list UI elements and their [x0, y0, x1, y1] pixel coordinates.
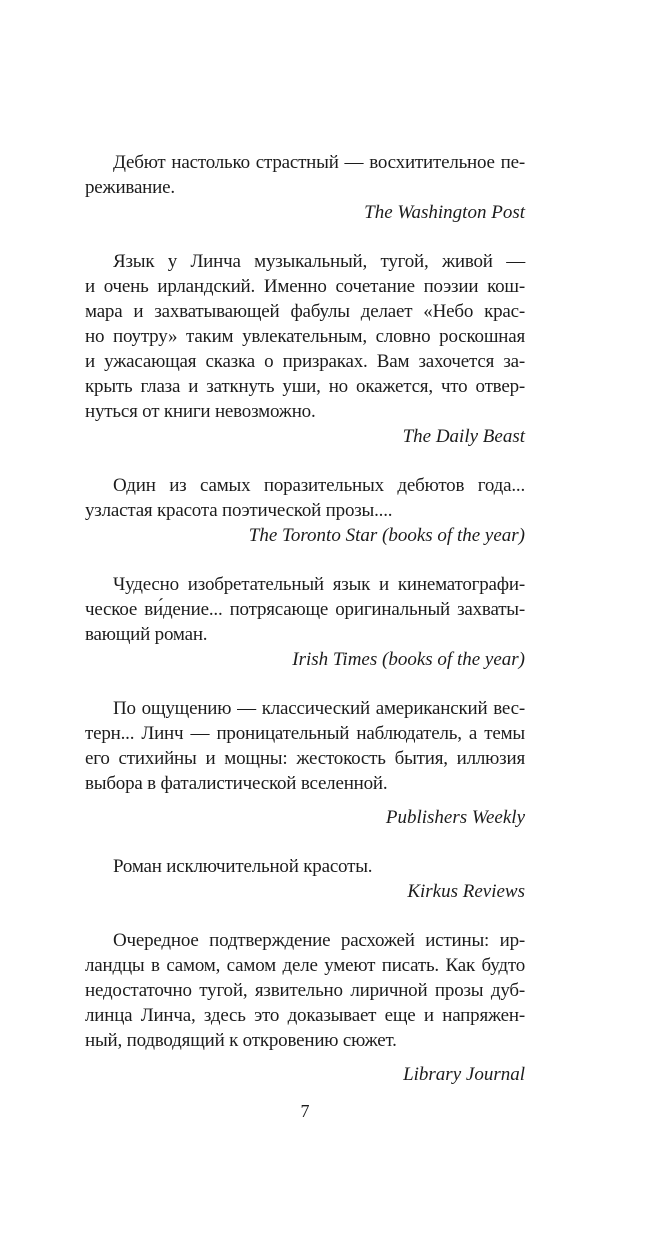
quote-line: терн... Линч — проницательный наблюдатель, а темы: [85, 723, 525, 744]
quote-line: Язык у Линча музыкальный, тугой, живой —: [113, 251, 525, 272]
quote-line: Роман исключительной красоты.: [113, 856, 373, 877]
quote-line: крыть глаза и заткнуть уши, но окажется, что отвер-: [85, 376, 525, 397]
quote-line: Чудесно изобретательный язык и кинематографи-: [113, 574, 525, 595]
quote-line: ный, подводящий к откровению сюжет.: [85, 1030, 397, 1051]
quote-line: недостаточно тугой, язвительно лиричной прозы дуб-: [85, 980, 525, 1001]
quote-line: и очень ирландский. Именно сочетание поэзии кош-: [85, 276, 525, 297]
quote-line: Дебют настолько страстный — восхитительное пе-: [113, 152, 525, 173]
quote-line: узластая красота поэтической прозы....: [85, 500, 393, 521]
quote-line: выбора в фаталистической вселенной.: [85, 773, 388, 794]
review-quote: [85, 249, 525, 449]
review-source: Library Journal: [403, 1064, 525, 1085]
quote-line: нуться от книги невозможно.: [85, 401, 316, 422]
quote-line: ческое ви́дение... потрясающе оригинальный захваты-: [85, 599, 525, 620]
quotes: [85, 150, 525, 1087]
review-quote: [85, 150, 525, 225]
review-source: The Toronto Star (books of the year): [248, 525, 525, 546]
review-source: The Daily Beast: [402, 426, 525, 447]
review-source: Irish Times (books of the year): [292, 649, 525, 670]
review-quote: [85, 696, 525, 830]
quote-line: вающий роман.: [85, 624, 208, 645]
quote-line: ландцы в самом, самом деле умеют писать. Как будто: [85, 955, 525, 976]
review-quote: [85, 473, 525, 548]
page-number: 7: [300, 1101, 310, 1121]
review-source: The Washington Post: [364, 202, 525, 223]
quote-line: По ощущению — классический американский вес-: [113, 698, 525, 719]
review-source: Kirkus Reviews: [407, 881, 525, 902]
quote-line: и ужасающая сказка о призраках. Вам захочется за-: [85, 351, 525, 372]
quote-line: мара и захватывающей фабулы делает «Небо крас-: [85, 301, 525, 322]
review-quote: [85, 854, 525, 904]
quote-line: реживание.: [85, 177, 175, 198]
review-quote: [85, 928, 525, 1087]
quote-line: Один из самых поразительных дебютов года...: [113, 475, 525, 496]
quote-line: его стихийны и мощны: жестокость бытия, иллюзия: [85, 748, 525, 769]
review-source: Publishers Weekly: [385, 807, 525, 828]
quote-line: Очередное подтверждение расхожей истины: ир-: [113, 930, 525, 951]
review-quote: [85, 572, 525, 672]
quote-line: но поутру» таким увлекательным, словно роскошная: [85, 326, 525, 347]
quote-line: линца Линча, здесь это доказывает еще и напряжен-: [85, 1005, 525, 1026]
